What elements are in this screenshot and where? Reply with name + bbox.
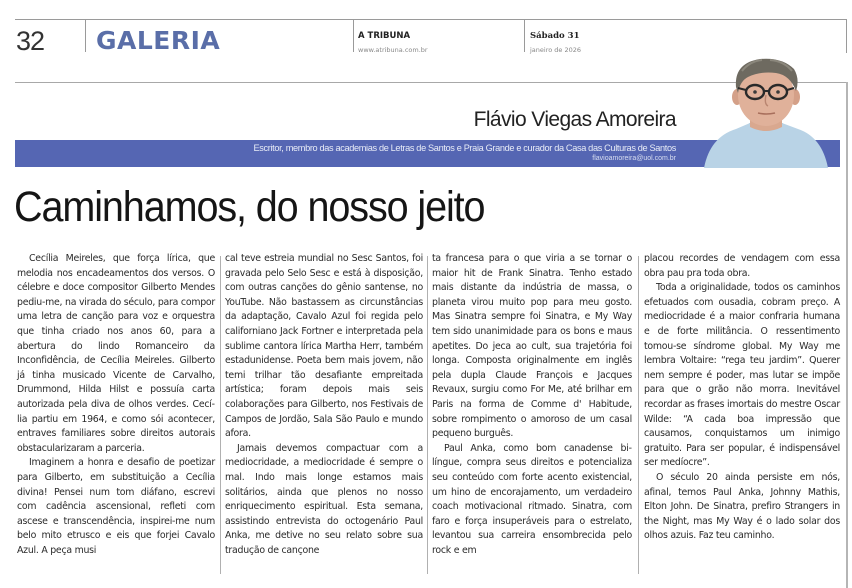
column-divider <box>427 256 428 574</box>
article-column-4 <box>644 252 840 544</box>
column-divider <box>220 256 221 574</box>
newspaper-name: A TRIBUNA <box>358 31 411 41</box>
article-paragraph: ta francesa para o que viria a se tornar o maior hit de Frank Sinatra. Tenho estado mais distante da indústria de massa, o planeta virou muito pop para meu gosto. Mas Sinatra sempre foi Sinatra, e My Way tem sido unanimidade para os bons e maus apetites. Do jeca ao cult, sua trajetória foi longa. Composta originalmente em inglês pela dupla Claude François e Jacques Revaux, surgiu como For Me, até brilhar em Paris na forma de Comme d' Habitude, sobre rompimento o amoroso de um casal pequeno burguês. <box>432 253 632 440</box>
page-right-border <box>846 82 848 588</box>
column-divider <box>638 256 639 574</box>
issue-month-year: janeiro de 2026 <box>530 46 582 54</box>
issue-day: Sábado 31 <box>530 31 580 41</box>
author-email: flavioamoreira@uol.com.br <box>592 155 676 162</box>
article-column-1 <box>17 252 215 558</box>
author-name: Flávio Viegas Amoreira <box>473 108 676 131</box>
header-rule-right <box>846 19 847 53</box>
article-headline: Caminhamos, do nosso jeito <box>14 183 485 231</box>
article-paragraph: Jamais devemos compactuar com a mediocridade, a mediocridade é sempre o mal. Indo mais longe estamos mais solitários, ainda que plenos no nosso enriquecimento espiritual. Esta semana, assistindo entrevista do octogenário Paul Anka, me detive no seu relato sobre sua tradução de cançone <box>225 442 423 556</box>
newspaper-website: www.atribuna.com.br <box>358 46 428 54</box>
header-rule <box>15 19 847 20</box>
header-divider <box>524 20 525 52</box>
article-paragraph: Cecília Meireles, que força lírica, que melodia nos encadeamentos dos versos. O célebre e doce compositor Gilberto Mendes pediu-me, na virada do século, para compor uma letra de canção para voz e orquestra que tinha criado nos anos 60, para a abertura do lindo Romanceiro da Inconfidência, de Cecília Meireles. Gilberto já tinha musicado Vicente de Carvalho, Drummond, Hilda Hilst e possuía carta autorizada pela diva de olhos verdes. Cecília partiu em 1964, e como sói acontecer, entraves familiares sobre direitos autorais obstacularizaram a parceria. <box>17 253 215 454</box>
page-number: 32 <box>16 26 45 56</box>
article-column-2 <box>225 252 423 558</box>
header-divider <box>353 20 354 52</box>
article-paragraph: Toda a originalidade, todos os caminhos efetuados com ousadia, cobram preço. A mediocridade é a maior confraria humana e de forte militância. O ressentimento tomou-se síndrome global. My Way me lembra Voltaire: “rega teu jardim”. Querer nem sempre é poder, mas lutar se impõe para que o grão não morra. Inevitável recordar as frases imortais do mestre Oscar Wilde: “A cada boa impressão que causamos, conquistamos um inimigo gratuito. Para ser popular, é indispensável ser medíocre”. <box>644 282 840 469</box>
author-photo <box>690 57 838 168</box>
article-paragraph: O século 20 ainda persiste em nós, afinal, temos Paul Anka, Johnny Mathis, Elton John. De Sinatra, prefiro Strangers in the Night, mas My Way é o lado solar dos olhos azuis. Faz teu caminho. <box>644 471 840 542</box>
article-paragraph: cal teve estreia mundial no Sesc Santos, foi gravada pelo Selo Sesc e está à disposição, com outras canções do gênio santense, no YouTube. Não bastassem as circunstâncias da adaptação, Cavalo Azul foi regida pelo californiano Jack Fortner e interpretada pela sublime cantora lírica Martha Herr, também estadunidense. Poeta bem mais jovem, não temi trilhar tão desafiante empreitada artística; foram depois mais seis colaborações para Gilberto, nos Festivais de Campos de Jordão, Sala São Paulo e mundo afora. <box>225 253 423 440</box>
section-title: GALERIA <box>96 26 221 55</box>
article-paragraph: placou recordes de vendagem com essa obra pau pra toda obra. <box>644 253 840 279</box>
author-portrait-icon <box>690 57 838 168</box>
article-paragraph: Paul Anka, como bom canadense bilíngue, compra seus direitos e potencializa seu conteúdo com forte acento existencial, um hino de encorajamento, um verdadeiro coach motivacional ritmado. Sinatra, com faro e força insuperáveis para o estrelato, levantou sua carreira ensombrecida pelo rock e em <box>432 442 632 556</box>
article-paragraph: Imaginem a honra e desafio de poetizar para Gilberto, em substituição a Cecília divina! Pensei num tom diáfano, escrevi com cadência ascensional, refleti com ascese e transcendência, inspirei-me num belo mito etrusco e eis que forjei Cavalo Azul. A peça musi <box>17 457 215 556</box>
header-divider <box>85 20 86 52</box>
author-bio: Escritor, membro das academias de Letras de Santos e Praia Grande e curador da Casa das Culturas de Santos <box>253 143 676 153</box>
article-column-3 <box>432 252 632 558</box>
